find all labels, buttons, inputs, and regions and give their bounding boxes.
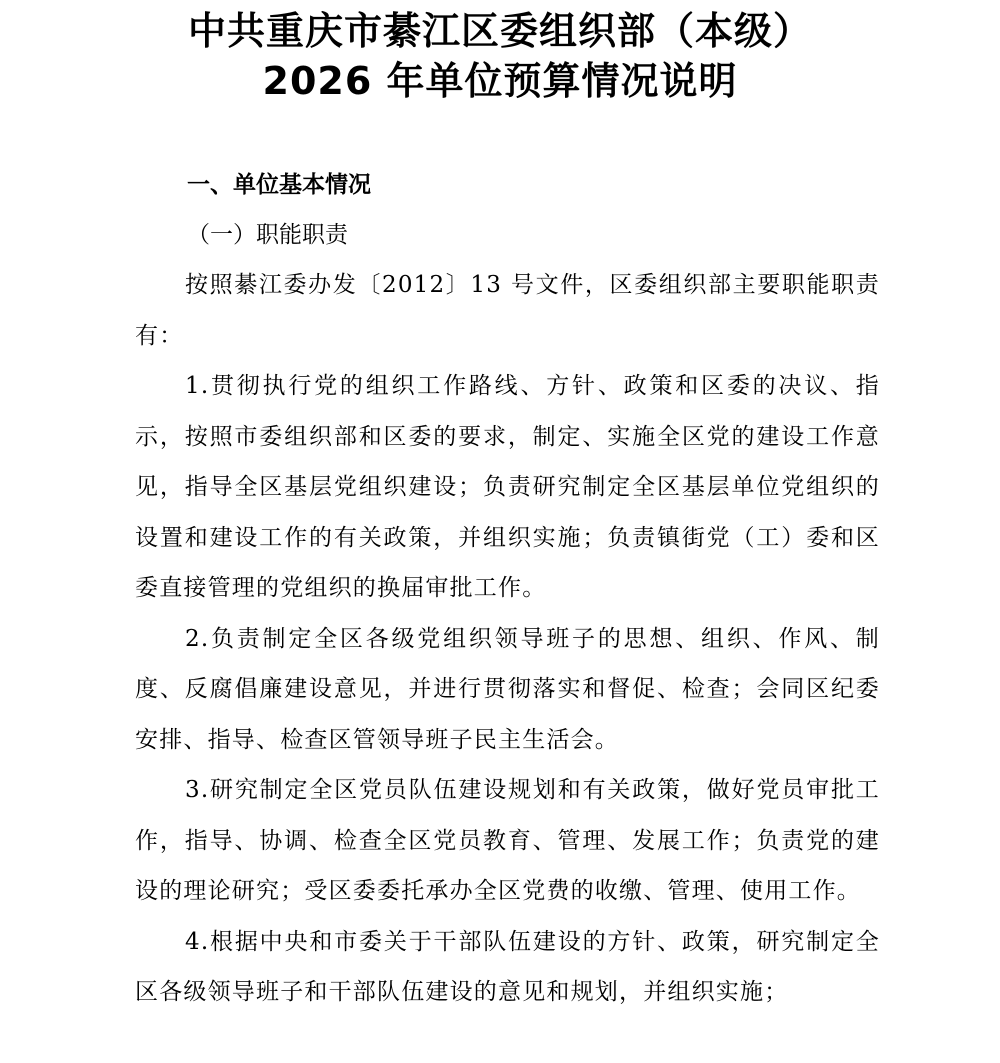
paragraph-intro: 按照綦江委办发〔2012〕13 号文件，区委组织部主要职能职责有：: [135, 272, 880, 349]
paragraph-item-1: 1.贯彻执行党的组织工作路线、方针、政策和区委的决议、指示，按照市委组织部和区委的要求，制定、实施全区党的建设工作意见，指导全区基层党组织建设；负责研究制定全区基层单位党组织的设置和建设工作的有关政策，并组织实施；负责镇街党（工）委和区委直接管理的党组织的换届审批工作。: [135, 373, 880, 601]
paragraph-item-4: 4.根据中央和市委关于干部队伍建设的方针、政策，研究制定全区各级领导班子和干部队伍建设的意见和规划，并组织实施；: [135, 928, 880, 1005]
section-heading: 一、单位基本情况: [187, 172, 371, 198]
paragraph-item-2: 2.负责制定全区各级党组织领导班子的思想、组织、作风、制度、反腐倡廉建设意见，并进行贯彻落实和督促、检查；会同区纪委安排、指导、检查区管领导班子民主生活会。: [135, 625, 880, 753]
document-title-line-2: 2026 年单位预算情况说明: [262, 59, 738, 103]
document-title-line-1: 中共重庆市綦江区委组织部（本级）: [187, 9, 812, 53]
subsection-heading: （一）职能职责: [187, 222, 348, 248]
document-body: [135, 160, 880, 1018]
paragraph-item-3: 3.研究制定全区党员队伍建设规划和有关政策，做好党员审批工作，指导、协调、检查全区党员教育、管理、发展工作；负责党的建设的理论研究；受区委委托承办全区党费的收缴、管理、使用工作。: [135, 777, 880, 904]
